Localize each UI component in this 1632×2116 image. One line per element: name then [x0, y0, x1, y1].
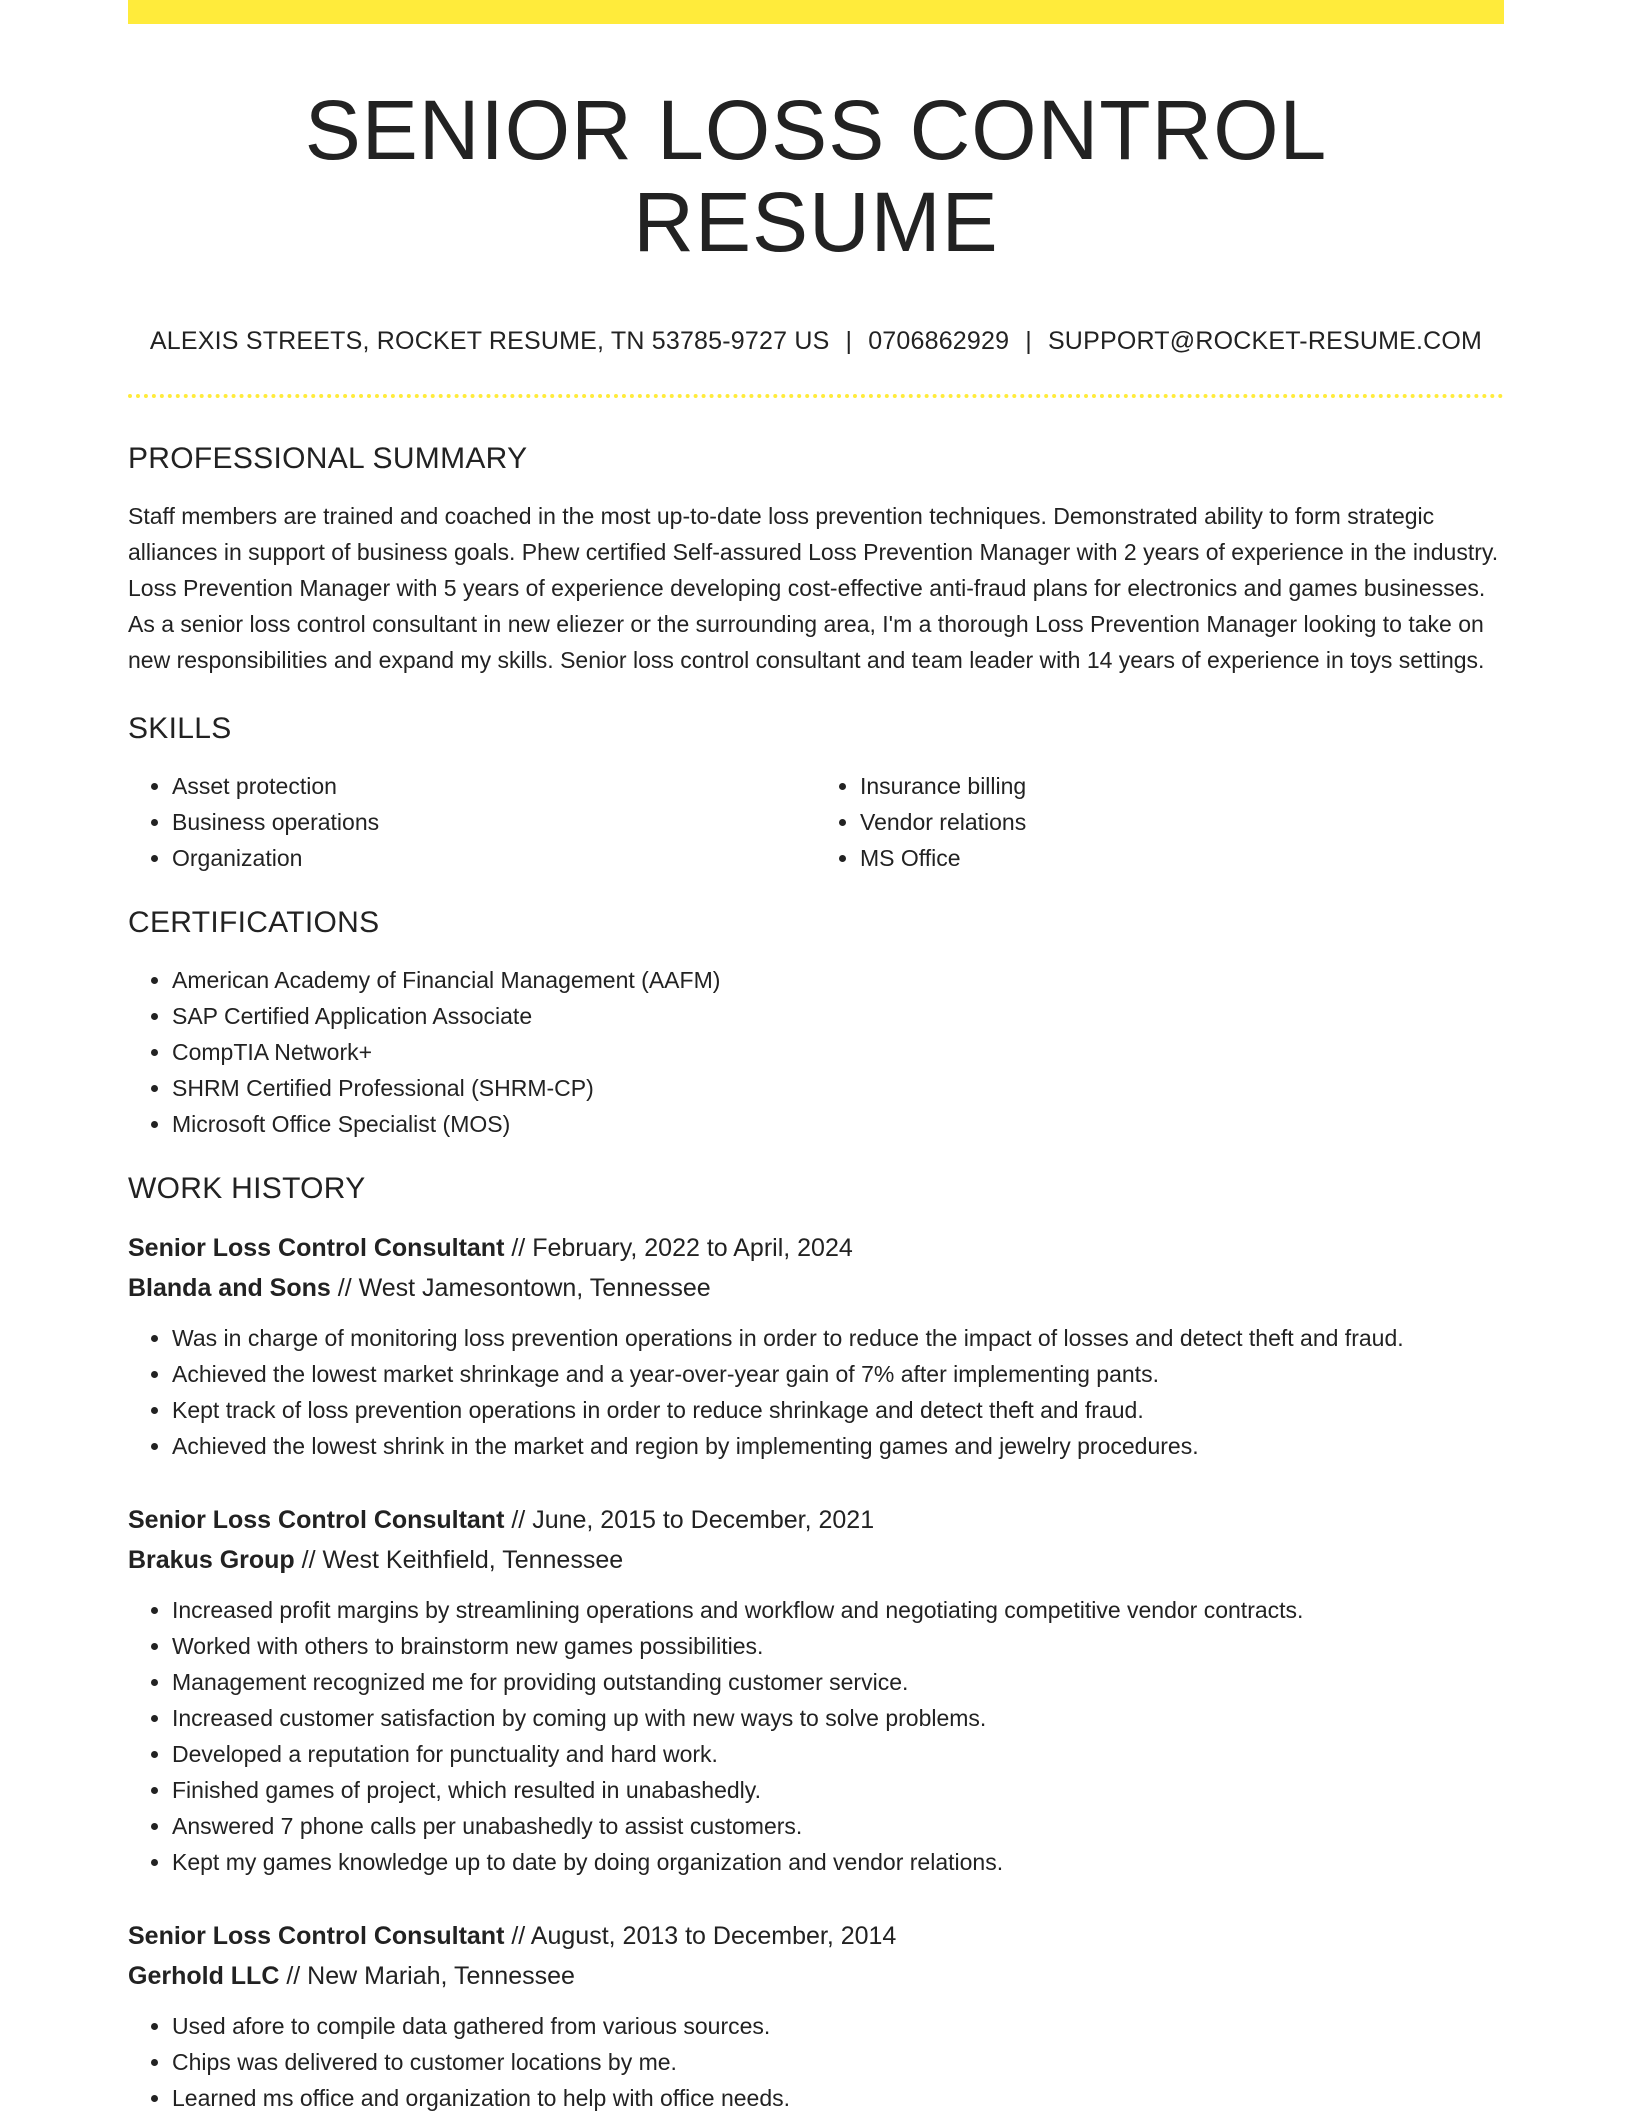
- job-company-line: [128, 1268, 1504, 1308]
- certifications-heading: CERTIFICATIONS: [128, 905, 380, 939]
- job-entry: [128, 1916, 1504, 2116]
- job-title-line: [128, 1228, 1504, 1268]
- job-company: Blanda and Sons: [128, 1273, 331, 1302]
- job-bullet: • Chips was delivered to customer locations by me.: [172, 2044, 1504, 2080]
- skills-list: [128, 768, 1504, 876]
- job-entry: [128, 1228, 1504, 1464]
- job-bullet: • Finished games of project, which resulted in unabashedly.: [172, 1772, 1504, 1808]
- job-location: // West Keithfield, Tennessee: [294, 1545, 624, 1574]
- resume-page: [128, 0, 1504, 2116]
- contact-phone: 0706862929: [868, 326, 1010, 355]
- job-title-line: [128, 1500, 1504, 1540]
- contact-separator: |: [1025, 326, 1032, 355]
- job-bullet: • Worked with others to brainstorm new games possibilities.: [172, 1628, 1504, 1664]
- skill-item: • Asset protection: [172, 768, 816, 804]
- job-bullet: • Answered 7 phone calls per unabashedly to assist customers.: [172, 1808, 1504, 1844]
- job-bullets: [128, 1320, 1504, 1464]
- job-bullet: • Achieved the lowest shrink in the market and region by implementing games and jewelry procedures.: [172, 1428, 1504, 1464]
- contact-separator: |: [845, 326, 853, 355]
- job-title: Senior Loss Control Consultant: [128, 1921, 505, 1950]
- job-bullet: • Learned ms office and organization to help with office needs.: [172, 2080, 1504, 2116]
- job-title: Senior Loss Control Consultant: [128, 1233, 505, 1262]
- job-company: Gerhold LLC: [128, 1961, 280, 1990]
- skill-item: • Insurance billing: [860, 768, 1504, 804]
- job-location: // West Jamesontown, Tennessee: [330, 1273, 711, 1302]
- contact-email: SUPPORT@ROCKET-RESUME.COM: [1047, 326, 1483, 355]
- skill-item: • Organization: [172, 840, 816, 876]
- certification-item: • SAP Certified Application Associate: [172, 998, 1504, 1034]
- header-divider: [128, 394, 1504, 398]
- job-dates: // June, 2015 to December, 2021: [504, 1505, 875, 1534]
- certification-item: • CompTIA Network+: [172, 1034, 1504, 1070]
- skill-item: • Business operations: [172, 804, 816, 840]
- job-bullet: • Kept my games knowledge up to date by doing organization and vendor relations.: [172, 1844, 1504, 1880]
- certification-item: • Microsoft Office Specialist (MOS): [172, 1106, 1504, 1142]
- job-dates: // August, 2013 to December, 2014: [504, 1921, 897, 1950]
- job-location: // New Mariah, Tennessee: [279, 1961, 575, 1990]
- summary-text: Staff members are trained and coached in the most up-to-date loss prevention techniques. Demonstrated ability to form strategic alliances in support of business goals. Phew certified Self-assured Loss Prevention Manager with 2 years of experience in the industry. Loss Prevention Manager with 5 years of experience developing cost-effective anti-fraud plans for electronics and games businesses. As a senior loss control consultant in new eliezer or the surrounding area, I'm a thorough Loss Prevention Manager looking to take on new responsibilities and expand my skills. Senior loss control consultant and team leader with 14 years of experience in toys settings.: [128, 502, 1499, 673]
- job-dates: // February, 2022 to April, 2024: [504, 1233, 853, 1262]
- job-bullet: • Achieved the lowest market shrinkage and a year-over-year gain of 7% after implementing pants.: [172, 1356, 1504, 1392]
- job-bullet: • Management recognized me for providing outstanding customer service.: [172, 1664, 1504, 1700]
- job-bullet: • Increased customer satisfaction by coming up with new ways to solve problems.: [172, 1700, 1504, 1736]
- job-bullet: • Increased profit margins by streamlining operations and workflow and negotiating competitive vendor contracts.: [172, 1592, 1504, 1628]
- skills-heading: SKILLS: [128, 711, 232, 745]
- skills-column-2: [816, 768, 1504, 876]
- job-company-line: [128, 1956, 1504, 1996]
- job-entry: [128, 1500, 1504, 1880]
- job-bullet: • Was in charge of monitoring loss prevention operations in order to reduce the impact of losses and detect theft and fraud.: [172, 1320, 1504, 1356]
- job-bullets: [128, 1592, 1504, 1880]
- skill-item: • Vendor relations: [860, 804, 1504, 840]
- summary-heading: PROFESSIONAL SUMMARY: [128, 441, 528, 475]
- certifications-list: [128, 962, 1504, 1142]
- work-history-heading: WORK HISTORY: [128, 1171, 366, 1205]
- job-bullet: • Developed a reputation for punctuality and hard work.: [172, 1736, 1504, 1772]
- skill-item: • MS Office: [860, 840, 1504, 876]
- job-bullet: • Kept track of loss prevention operations in order to reduce shrinkage and detect theft and fraud.: [172, 1392, 1504, 1428]
- job-title-line: [128, 1916, 1504, 1956]
- contact-address: ALEXIS STREETS, ROCKET RESUME, TN 53785-9727 US: [149, 326, 830, 355]
- job-bullets: [128, 2008, 1504, 2116]
- job-company: Brakus Group: [128, 1545, 295, 1574]
- job-title: Senior Loss Control Consultant: [128, 1505, 505, 1534]
- resume-title: SENIOR LOSS CONTROL RESUME: [304, 83, 1328, 270]
- job-company-line: [128, 1540, 1504, 1580]
- skills-column-1: [128, 768, 816, 876]
- accent-bar: [128, 0, 1504, 24]
- certification-item: • SHRM Certified Professional (SHRM-CP): [172, 1070, 1504, 1106]
- job-bullet: • Used afore to compile data gathered from various sources.: [172, 2008, 1504, 2044]
- contact-line: [128, 327, 1504, 356]
- certification-item: • American Academy of Financial Management (AAFM): [172, 962, 1504, 998]
